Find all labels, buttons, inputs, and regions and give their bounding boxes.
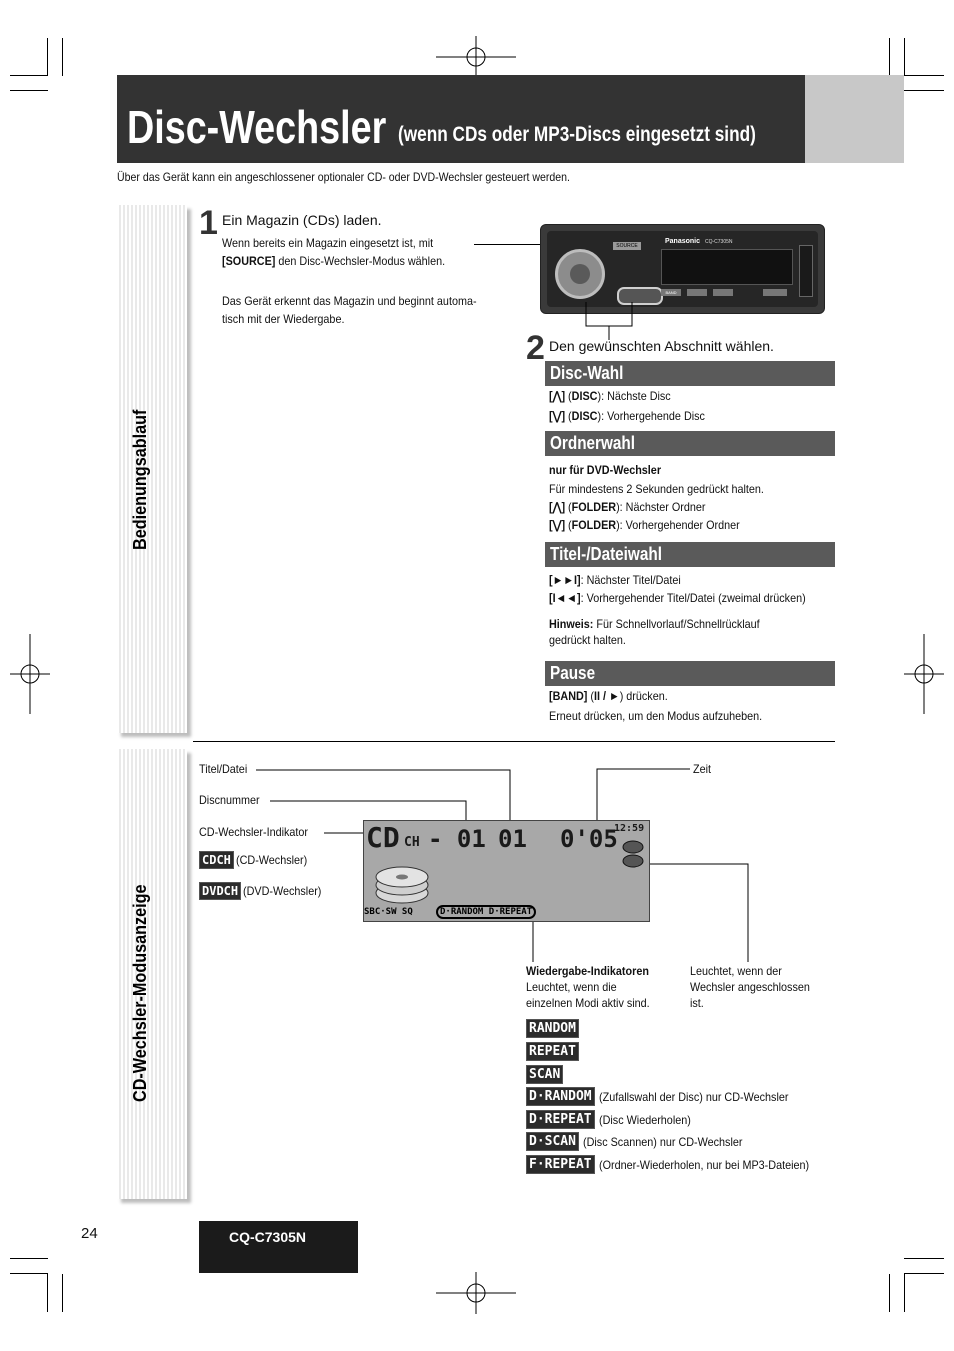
lcd-disc-number: - 01 <box>428 825 486 853</box>
device-button-2[interactable] <box>687 289 707 296</box>
folder-down-line: [⋁] (FOLDER): Vorhergehender Ordner <box>549 518 740 532</box>
legend-random: RANDOM <box>526 1019 583 1038</box>
section-divider <box>193 741 835 742</box>
device-slot <box>799 245 813 297</box>
section-folder-title: Ordnerwahl <box>545 431 835 456</box>
title-banner-tab <box>805 75 904 163</box>
band-button[interactable]: BAND <box>661 289 681 296</box>
folder-up-line: [⋀] (FOLDER): Nächster Ordner <box>549 500 706 514</box>
cd-changer-icon: CDCH <box>199 851 234 869</box>
page-number: 24 <box>81 1225 98 1242</box>
changer-desc-1: Leuchtet, wenn der <box>690 964 782 978</box>
source-key: [SOURCE] <box>222 254 276 268</box>
device-display <box>661 249 793 285</box>
page-title: Disc-Wechsler <box>127 101 387 153</box>
step-1-line2 <box>222 254 445 268</box>
sidebar-bottom <box>117 749 187 1199</box>
registration-mark-right <box>904 634 944 714</box>
sidebar-label-bottom: CD-Wechsler-Modusanzeige <box>130 884 150 1102</box>
label-changer-indicator: CD-Wechsler-Indikator <box>199 825 309 839</box>
device-bracket <box>584 300 634 340</box>
indicators-desc-2: einzelnen Modi aktiv sind. <box>526 996 650 1010</box>
step-1-line1: Wenn bereits ein Magazin eingesetzt ist, mit <box>222 236 434 250</box>
model-name: CQ-C7305N <box>229 1229 307 1245</box>
sidebar-label-top: Bedienungsablauf <box>130 409 150 550</box>
label-disc-number: Discnummer <box>199 793 260 807</box>
lcd-time: 0'05 <box>560 825 618 853</box>
legend-scan: SCAN <box>526 1065 567 1084</box>
legend-f-repeat: F·REPEAT (Ordner-Wiederholen, nur bei MP3-Dateien) <box>526 1155 832 1174</box>
volume-knob[interactable] <box>555 249 605 299</box>
source-button[interactable]: SOURCE <box>613 242 641 250</box>
step-1-heading: Ein Magazin (CDs) laden. <box>222 212 382 228</box>
section-disc-title: Disc-Wahl <box>545 361 835 386</box>
section-track-title: Titel-/Dateiwahl <box>545 542 835 567</box>
disc-down-line: [⋁] (DISC): Vorhergehende Disc <box>549 409 705 423</box>
step-1-line3: Das Gerät erkennt das Magazin und beginnt automa- <box>222 294 477 308</box>
legend-d-repeat: D·REPEAT (Disc Wiederholen) <box>526 1110 701 1129</box>
lcd-clock: 12:59 <box>614 823 645 834</box>
car-stereo-faceplate <box>540 224 825 314</box>
lcd-play-indicators: D·RANDOM D·REPEAT <box>436 905 536 919</box>
lcd-ch: CH <box>404 835 420 850</box>
legend-repeat: REPEAT <box>526 1042 583 1061</box>
lcd-mode: CD <box>366 821 400 854</box>
step-2-heading: Den gewünschten Abschnitt wählen. <box>549 338 774 354</box>
folder-note: nur für DVD-Wechsler <box>549 463 662 477</box>
lcd-bottom-left: SBC·SW SQ <box>364 907 413 917</box>
device-model: CQ-C7305N <box>705 239 733 245</box>
device-brand: Panasonic <box>665 238 701 245</box>
model-box <box>199 1221 358 1273</box>
pause-band-line: [BAND] (II / ►) drücken. <box>549 689 668 703</box>
track-prev-line: [I◄◄]: Vorhergehender Titel/Datei (zweimal drücken) <box>549 591 806 605</box>
device-button-3[interactable] <box>713 289 733 296</box>
step-2-number: 2 <box>526 329 545 367</box>
changer-desc-3: ist. <box>690 996 704 1010</box>
sidebar-top <box>117 205 187 733</box>
device-button-4[interactable] <box>763 289 787 296</box>
track-hint-2: gedrückt halten. <box>549 633 626 647</box>
step-1-line2-rest: den Disc-Wechsler-Modus wählen. <box>275 254 446 268</box>
step-1-number: 1 <box>199 204 218 242</box>
changer-desc-2: Wechsler angeschlossen <box>690 980 810 994</box>
section-pause-title: Pause <box>545 661 835 686</box>
disc-up-line: [⋀] (DISC): Nächste Disc <box>549 389 671 403</box>
dvd-changer-icon-row: DVDCH (DVD-Wechsler) <box>199 882 330 900</box>
folder-hold: Für mindestens 2 Sekunden gedrückt halten. <box>549 482 764 496</box>
lcd-track: 01 <box>498 825 527 853</box>
registration-mark-left <box>10 634 50 714</box>
step-1-line4: tisch mit der Wiedergabe. <box>222 312 345 326</box>
changer-discs-icon <box>620 837 646 877</box>
label-track: Titel/Datei <box>199 762 248 776</box>
lcd-disc-stack-icon <box>372 857 442 907</box>
dvd-changer-icon: DVDCH <box>199 882 241 900</box>
cd-changer-icon-row: CDCH (CD-Wechsler) <box>199 851 315 869</box>
indicators-desc-1: Leuchtet, wenn die <box>526 980 617 994</box>
pause-again: Erneut drücken, um den Modus aufzuheben. <box>549 709 763 723</box>
lcd-display <box>363 820 650 922</box>
intro-text: Über das Gerät kann ein angeschlossener optionaler CD- oder DVD-Wechsler gesteuert werden. <box>117 170 570 184</box>
registration-mark-bottom <box>436 1272 516 1314</box>
track-hint: Hinweis: Für Schnellvorlauf/Schnellrücklauf <box>549 617 760 631</box>
label-time: Zeit <box>693 762 712 776</box>
page-subtitle: (wenn CDs oder MP3-Discs eingesetzt sind) <box>398 123 756 146</box>
track-next-line: [►►I]: Nächster Titel/Datei <box>549 573 681 587</box>
indicators-title: Wiedergabe-Indikatoren <box>526 964 649 978</box>
legend-d-random: D·RANDOM (Zufallswahl der Disc) nur CD-Wechsler <box>526 1087 809 1106</box>
legend-d-scan: D·SCAN (Disc Scannen) nur CD-Wechsler <box>526 1132 760 1151</box>
registration-mark-top <box>436 36 516 78</box>
